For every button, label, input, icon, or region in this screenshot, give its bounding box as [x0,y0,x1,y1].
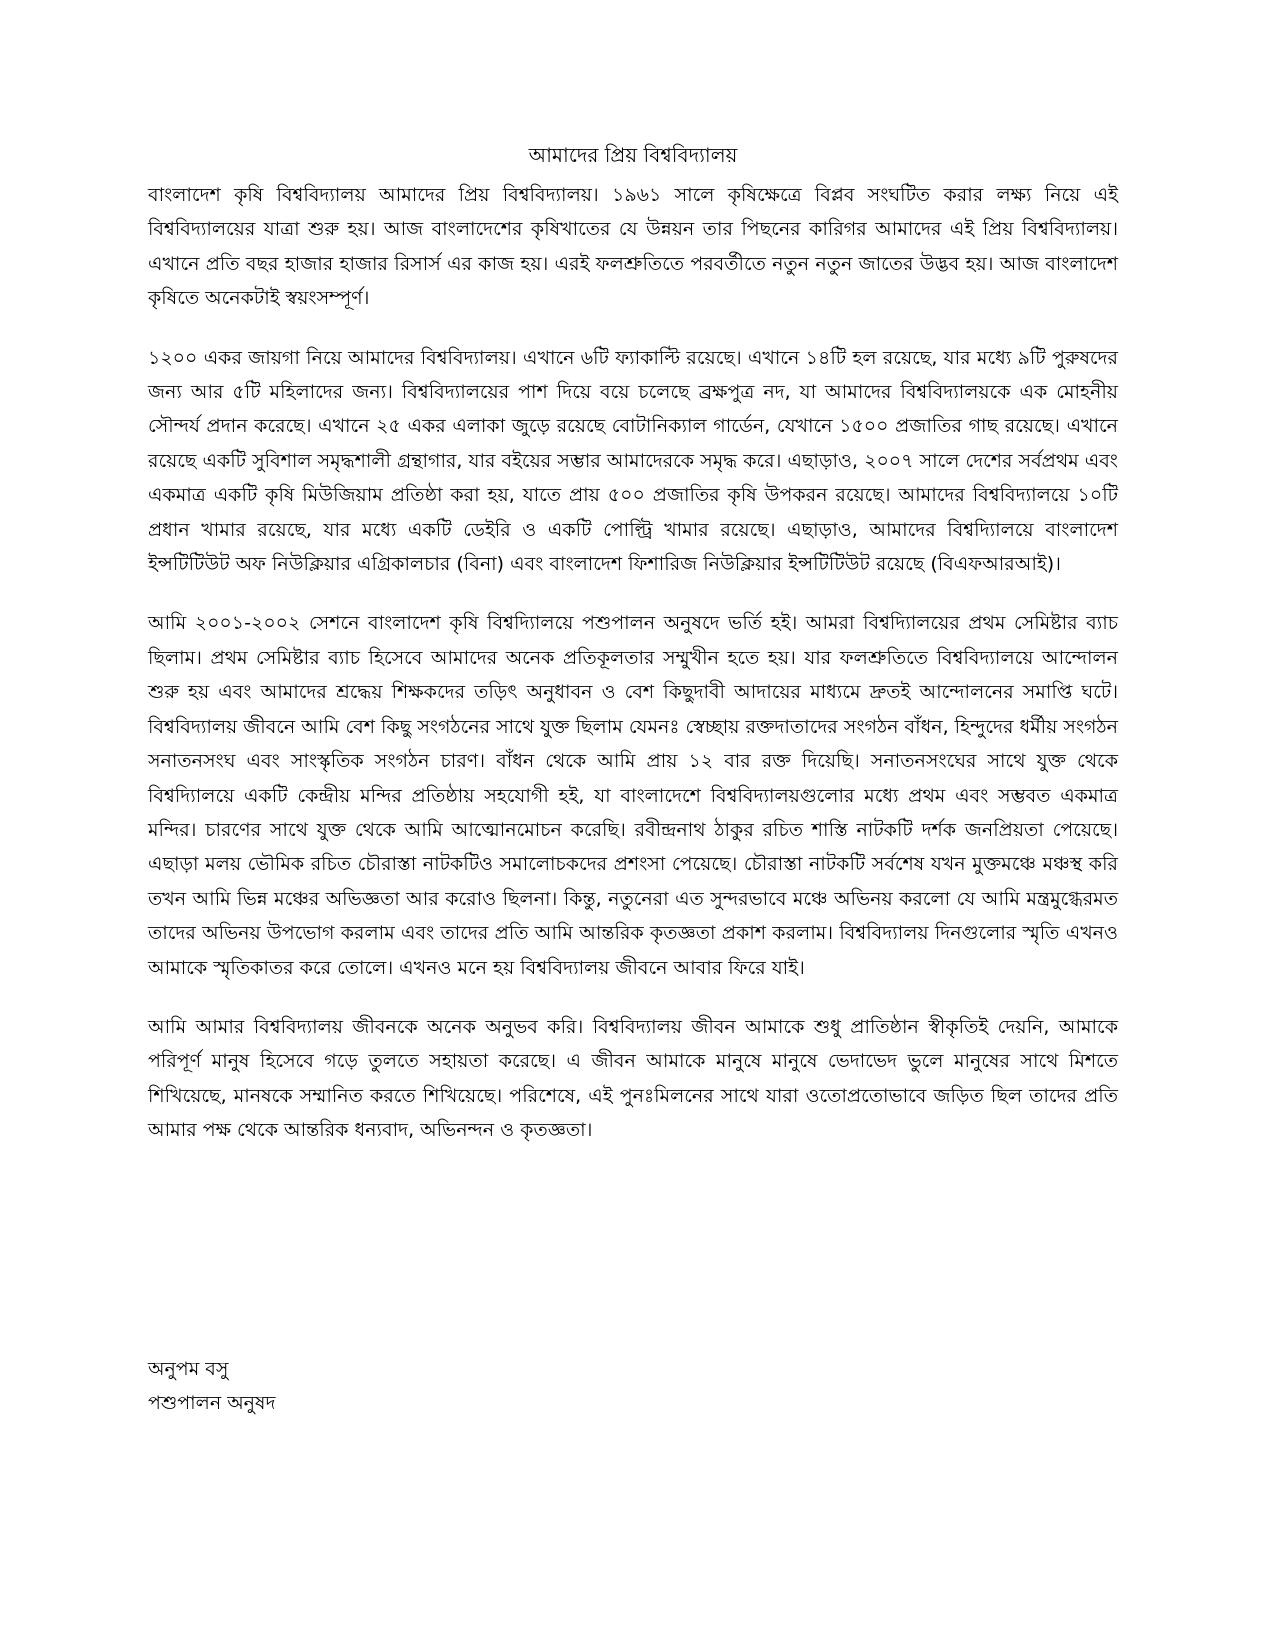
paragraph-personal-experience: আমি ২০০১-২০০২ সেশনে বাংলাদেশ কৃষি বিশ্বদ্যিালয়ে পশুপালন অনুষদে ভর্তি হই। আমরা বিশ্বদ্যিালয়ের প্রথম সেমিষ্টার ব্যাচ ছিলাম। প্রথম সেমিষ্টার ব্যাচ হিসেবে আমাদের অনেক প্রতিকূলতার সম্মুখীন হতে হয়। যার ফলশ্রুতিতে বিশ্ববিদ্যালয়ে আন্দোলন শুরু হয় এবং আমাদের শ্রদ্ধেয় শিক্ষকদের তড়িৎ অনুধাবন ও বেশ কিছুদাবী আদায়ের মাধ্যমে দ্রুতই আন্দোলনের সমাপ্তি ঘটে। বিশ্ববিদ্যালয় জীবনে আমি বেশ কিছু সংগঠনের সাথে যুক্ত ছিলাম যেমনঃ স্বেচ্ছায় রক্তদাতাদের সংগঠন বাঁধন, হিন্দুদের ধর্মীয় সংগঠন সনাতনসংঘ এবং সাংস্কৃতিক সংগঠন চারণ। বাঁধন থেকে আমি প্রায় ১২ বার রক্ত দিয়েছি। সনাতনসংঘের সাথে যুক্ত থেকে বিশ্বদ্যিালয়ে একটি কেন্দ্রীয় মন্দির প্রতিষ্ঠায় সহযোগী হই, যা বাংলাদেশে বিশ্ববিদ্যালয়গুলোর মধ্যে প্রথম এবং সম্ভবত একমাত্র মন্দির। চারণের সাথে যুক্ত থেকে আমি আত্মোনমোচন করেছি। রবীন্দ্রনাথ ঠাকুর রচিত শাস্তি নাটকটি দর্শক জনপ্রিয়তা পেয়েছে। এছাড়া মলয় ভৌমিক রচিত চৌরাস্তা নাটকটিও সমালোচকদের প্রশংসা পেয়েছে। চৌরাস্তা নাটকটি সর্বশেষ যখন মুক্তমঞ্চে মঞ্চস্থ করি তখন আমি ভিন্ন মঞ্চের অভিজ্ঞতা আর করোও ছিলনা। কিন্তু, নতুনেরা এত সুন্দরভাবে মঞ্চে অভিনয় করলো যে আমি মন্ত্রমুগ্ধেরমত তাদের অভিনয় উপভোগ করলাম এবং তাদের প্রতি আমি আন্তরিক কৃতজ্ঞতা প্রকাশ করলাম। বিশ্ববিদ্যালয় দিনগুলোর স্মৃতি এখনও আমাকে স্মৃতিকাতর করে তোলে। এখনও মনে হয় বিশ্ববিদ্যালয় জীবনে আবার ফিরে যাই। [148,612,1118,979]
paragraph-campus: ১২০০ একর জায়গা নিয়ে আমাদের বিশ্ববিদ্যালয়। এখানে ৬টি ফ্যাকাল্টি রয়েছে। এখানে ১৪টি হল রয়েছে, যার মধ্যে ৯টি পুরুষদের জন্য আর ৫টি মহিলাদের জন্য। বিশ্ববিদ্যালয়ের পাশ দিয়ে বয়ে চলেছে ব্রক্ষপুত্র নদ, যা আমাদের বিশ্ববিদ্যালয়কে এক মোহনীয় সৌন্দর্য প্রদান করেছে। এখানে ২৫ একর এলাকা জুড়ে রয়েছে বোটানিক্যাল গার্ডেন, যেখানে ১৫০০ প্রজাতির গাছ রয়েছে। এখানে রয়েছে একটি সুবিশাল সমৃদ্ধশালী গ্রন্থাগার, যার বইয়ের সম্ভার আমাদেরকে সমৃদ্ধ করে। এছাড়াও, ২০০৭ সালে দেশের সর্বপ্রথম এবং একমাত্র একটি কৃষি মিউজিয়াম প্রতিষ্ঠা করা হয়, যাতে প্রায় ৫০০ প্রজাতির কৃষি উপকরন রয়েছে। আমাদের বিশ্ববিদ্যালয়ে ১০টি প্রধান খামার রয়েছে, যার মধ্যে একটি ডেইরি ও একটি পোল্ট্রি খামার রয়েছে। এছাড়াও, আমাদের বিশ্বদ্যিালয়ে বাংলাদেশ ইন্সটিটিউট অফ নিউক্লিয়ার এগ্রিকালচার (বিনা) এবং বাংলাদেশ ফিশারিজ নিউক্লিয়ার ইন্সটিটিউট রয়েছে (বিএফআরআই)। [148,346,1118,576]
paragraph-history: বাংলাদেশ কৃষি বিশ্ববিদ্যালয় আমাদের প্রিয় বিশ্ববিদ্যালয়। ১৯৬১ সালে কৃষিক্ষেত্রে বিপ্লব সংঘটিত করার লক্ষ্য নিয়ে এই বিশ্ববিদ্যালয়ের যাত্রা শুরু হয়। আজ বাংলাদেশের কৃষিখাতের যে উন্নয়ন তার পিছনের কারিগর আমাদের এই প্রিয় বিশ্ববিদ্যালয়। এখানে প্রতি বছর হাজার হাজার রিসার্স এর কাজ হয়। এরই ফলশ্রুতিতে পরবর্তীতে নতুন নতুন জাতের উদ্ভব হয়। আজ বাংলাদেশ কৃষিতে অনেকটাই স্বয়ংসম্পূর্ণ। [148,184,1118,310]
signature-department: পশুপালন অনুষদ [148,1392,276,1414]
document-title: আমাদের প্রিয় বিশ্ববিদ্যালয় [528,143,738,167]
signature-name: অনুপম বসু [148,1358,229,1380]
signature-block [148,1352,275,1420]
paragraph-gratitude: আমি আমার বিশ্ববিদ্যালয় জীবনকে অনেক অনুভব করি। বিশ্ববিদ্যালয় জীবন আমাকে শুধু প্রাতিষ্ঠান স্বীকৃতিই দেয়নি, আমাকে পরিপূর্ণ মানুষ হিসেবে গড়ে তুলতে সহায়তা করেছে। এ জীবন আমাকে মানুষে মানুষে ভেদাভেদ ভুলে মানুষের সাথে মিশতে শিখিয়েছে, মানষকে সম্মানিত করতে শিখিয়েছে। পরিশেষে, এই পুনঃমিলনের সাথে যারা ওতোপ্রতোভাবে জড়িত ছিল তাদের প্রতি আমার পক্ষ থেকে আন্তরিক ধন্যবাদ, অভিনন্দন ও কৃতজ্ঞতা। [148,1015,1118,1142]
document-body [148,138,1118,1173]
